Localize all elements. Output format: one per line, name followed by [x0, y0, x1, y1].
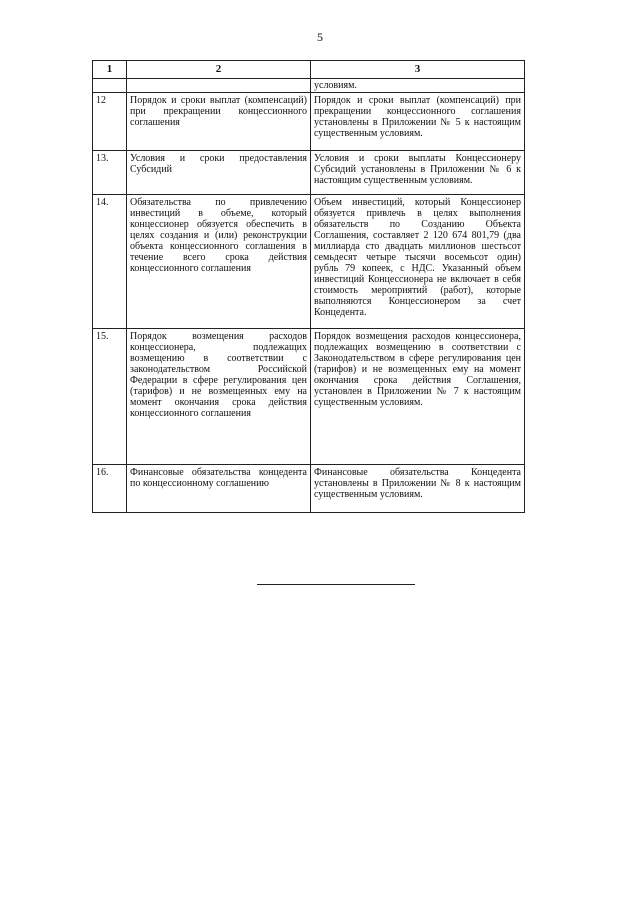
- table-header-row: [93, 61, 525, 79]
- continuation-row: [93, 79, 525, 93]
- row-value: Условия и сроки выплаты Концессионеру Субсидий установлены в Приложении № 6 к настоящим существенным условиям.: [311, 151, 525, 195]
- table-row: [93, 329, 525, 465]
- table-row: [93, 151, 525, 195]
- column-header-3: 3: [311, 61, 525, 79]
- conditions-table: [92, 60, 525, 513]
- row-value: Финансовые обязательства Концедента установлены в Приложении № 8 к настоящим существенным условиям.: [311, 465, 525, 513]
- row-number: 12: [93, 93, 127, 151]
- row-term: Порядок и сроки выплат (компенсаций) при прекращении концессионного соглашения: [127, 93, 311, 151]
- row-term: Обязательства по привлечению инвестиций в объеме, который концессионер обязуется обеспечить в целях создания и (или) реконструкции объекта концессионного соглашения в течение всего срока действия концессионного соглашения: [127, 195, 311, 329]
- row-value: Порядок возмещения расходов концессионера, подлежащих возмещению в соответствии с Законодательством в сфере регулирования цен (тарифов) и не возмещенных ему на момент окончания срока действия Соглашения, установлен в Приложении № 7 к настоящим существенным условиям.: [311, 329, 525, 465]
- row-number: 13.: [93, 151, 127, 195]
- row-value: Порядок и сроки выплат (компенсаций) при прекращении концессионного соглашения установлены в Приложении № 5 к настоящим существенным условиям.: [311, 93, 525, 151]
- continuation-text: условиям.: [311, 79, 525, 93]
- table-row: [93, 93, 525, 151]
- column-header-1: 1: [93, 61, 127, 79]
- page-number: 5: [317, 30, 323, 44]
- row-value: Объем инвестиций, который Концессионер обязуется привлечь в целях выполнения обязательств по Созданию Объекта Соглашения, составляет 2 120 674 801,79 (два миллиарда сто двадцать миллионов шестьсот семьдесят четыре тысячи восемьсот один) рубль 79 копеек, с НДС. Указанный объем инвестиций Концессионера не включает в себя стоимость мероприятий (работ), которые выполняются Концессионером за счет Концедента.: [311, 195, 525, 329]
- table-row: [93, 465, 525, 513]
- end-divider: [257, 584, 415, 585]
- row-number: 16.: [93, 465, 127, 513]
- row-term: Финансовые обязательства концедента по концессионному соглашению: [127, 465, 311, 513]
- row-term: Порядок возмещения расходов концессионера, подлежащих возмещению в соответствии с законодательством Российской Федерации в сфере регулирования цен (тарифов) и не возмещенных ему на момент окончания срока действия концессионного соглашения: [127, 329, 311, 465]
- row-number: 15.: [93, 329, 127, 465]
- row-number: 14.: [93, 195, 127, 329]
- column-header-2: 2: [127, 61, 311, 79]
- row-term: Условия и сроки предоставления Субсидий: [127, 151, 311, 195]
- table-row: [93, 195, 525, 329]
